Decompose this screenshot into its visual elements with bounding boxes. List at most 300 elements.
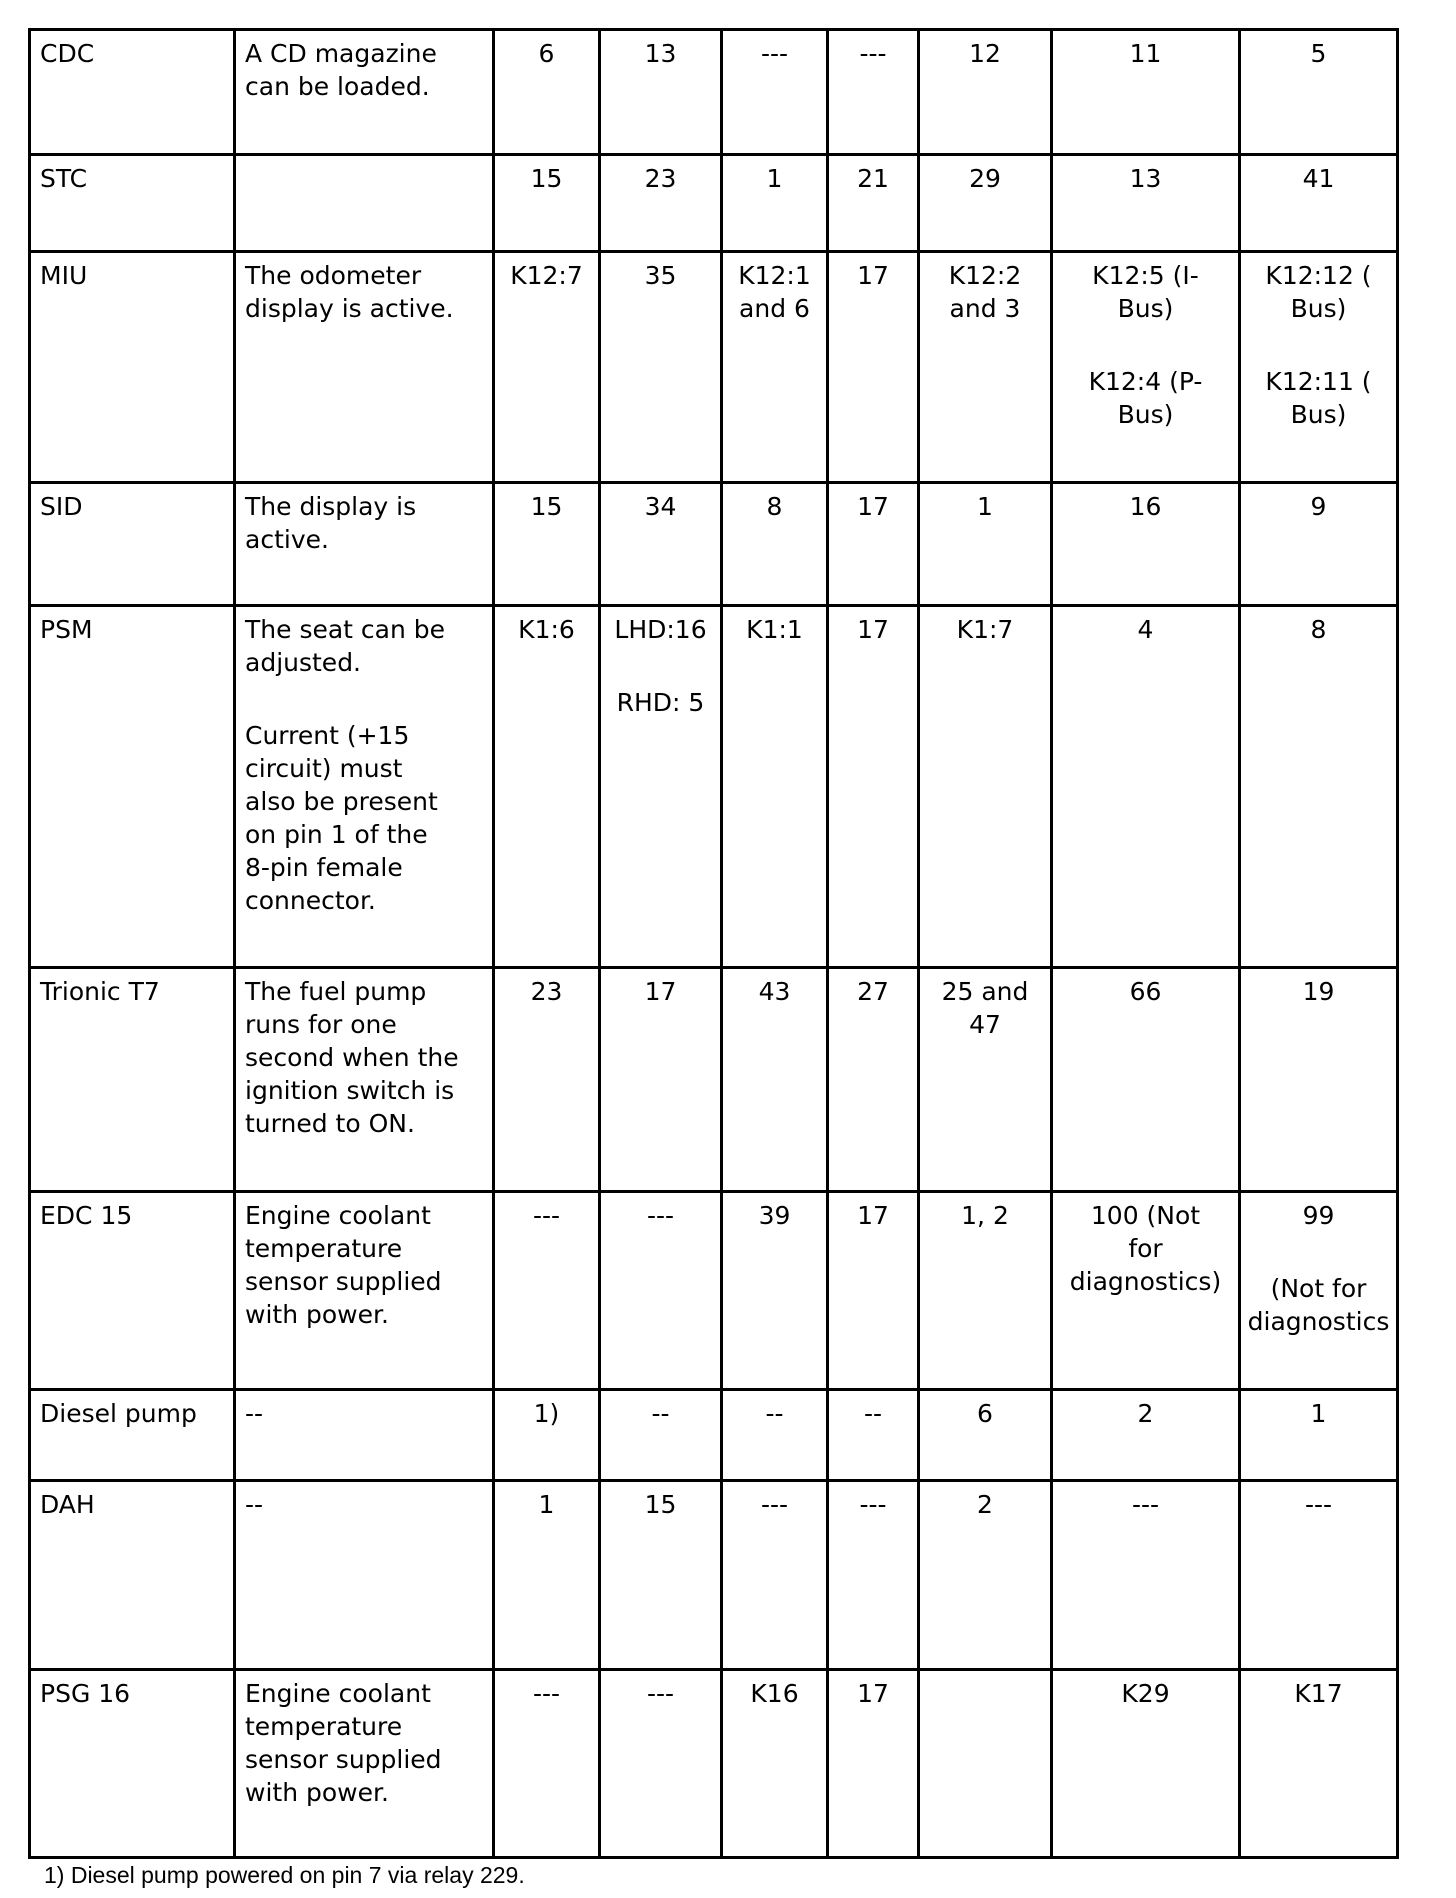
cell-paragraph [245, 259, 484, 325]
cell-text: 5 [1310, 39, 1327, 68]
cell-paragraph [924, 259, 1046, 325]
cell-paragraph [1245, 1677, 1392, 1710]
cell-paragraph [605, 1677, 716, 1710]
cell-paragraph [833, 259, 913, 292]
cell-col-7 [919, 1192, 1052, 1390]
cell-module [30, 155, 235, 252]
cell-text: 12 [969, 39, 1001, 68]
cell-paragraph [499, 162, 594, 195]
cell-col-8 [1052, 155, 1240, 252]
cell-col-6 [828, 252, 919, 483]
cell-col-4 [600, 1481, 722, 1670]
cell-text: 23 [530, 977, 563, 1006]
cell-col-7 [919, 155, 1052, 252]
cell-paragraph [924, 1488, 1046, 1521]
cell-text: 1 [538, 1490, 555, 1519]
cell-text: --- [859, 1490, 887, 1519]
cell-col-6 [828, 155, 919, 252]
cell-paragraph [727, 1199, 822, 1232]
cell-text: -- [245, 1399, 264, 1428]
cell-module [30, 606, 235, 968]
table-row [30, 1192, 1398, 1390]
cell-text: 39 [758, 1201, 791, 1230]
cell-text: 8 [1310, 615, 1327, 644]
cell-condition [235, 606, 494, 968]
cell-paragraph [499, 1488, 594, 1521]
cell-col-7 [919, 968, 1052, 1192]
cell-paragraph [40, 490, 225, 523]
cell-text: 1) [533, 1399, 560, 1428]
cell-condition [235, 1670, 494, 1858]
cell-paragraph [499, 259, 594, 292]
cell-text: A CD magazine [245, 39, 437, 68]
cell-text: 2 [977, 1490, 993, 1519]
cell-text: K12:1 [738, 261, 811, 290]
cell-text: K17 [1294, 1679, 1343, 1708]
cell-text: LHD:16 [614, 615, 707, 644]
cell-paragraph [1057, 1397, 1234, 1430]
cell-text: 15 [530, 492, 563, 521]
cell-col-9 [1240, 1670, 1398, 1858]
cell-module [30, 1192, 235, 1390]
cell-text: second when the [245, 1043, 459, 1072]
cell-paragraph [499, 1677, 594, 1710]
cell-paragraph [245, 490, 484, 556]
cell-col-5 [722, 606, 828, 968]
cell-col-5 [722, 968, 828, 1192]
cell-paragraph [1057, 259, 1234, 325]
cell-text: --- [532, 1201, 561, 1230]
cell-text: -- [863, 1399, 883, 1428]
cell-paragraph [727, 1397, 822, 1430]
cell-paragraph [40, 37, 225, 70]
cell-col-7 [919, 30, 1052, 155]
cell-text: K1:7 [956, 615, 1014, 644]
table-row [30, 1670, 1398, 1858]
cell-text: SID [40, 492, 83, 521]
cell-paragraph [727, 162, 822, 195]
cell-text: temperature [245, 1234, 403, 1263]
cell-paragraph [1057, 1199, 1234, 1298]
control-module-pin-table [28, 28, 1399, 1859]
cell-text: 34 [644, 492, 677, 521]
cell-text: -- [651, 1399, 670, 1428]
cell-text: The fuel pump [245, 977, 427, 1006]
cell-paragraph [833, 975, 913, 1008]
cell-text: CDC [40, 39, 95, 68]
cell-paragraph [833, 1397, 913, 1430]
cell-text: -- [245, 1490, 264, 1519]
cell-col-8 [1052, 968, 1240, 1192]
cell-col-8 [1052, 30, 1240, 155]
cell-text: and 6 [739, 294, 810, 323]
cell-text: K12:5 (I- [1092, 261, 1199, 290]
cell-paragraph [245, 1397, 484, 1430]
cell-paragraph [40, 162, 225, 195]
cell-col-6 [828, 1390, 919, 1481]
cell-col-9 [1240, 606, 1398, 968]
cell-paragraph [40, 1199, 225, 1232]
cell-text: --- [532, 1679, 561, 1708]
cell-paragraph [1057, 1488, 1234, 1521]
cell-col-5 [722, 1481, 828, 1670]
cell-text: --- [646, 1679, 675, 1708]
cell-text: 15 [644, 1490, 677, 1519]
cell-text: The display is [245, 492, 417, 521]
cell-col-9 [1240, 252, 1398, 483]
cell-col-8 [1052, 606, 1240, 968]
cell-col-4 [600, 968, 722, 1192]
cell-paragraph [605, 1397, 716, 1430]
cell-text: also be present [245, 787, 438, 816]
cell-col-9 [1240, 30, 1398, 155]
cell-col-6 [828, 30, 919, 155]
cell-col-5 [722, 483, 828, 606]
cell-text: 1 [977, 492, 993, 521]
cell-text: with power. [245, 1778, 389, 1807]
cell-paragraph [40, 259, 225, 292]
cell-col-3 [494, 1481, 600, 1670]
cell-text: K29 [1121, 1679, 1170, 1708]
cell-paragraph [1245, 1397, 1392, 1430]
cell-col-5 [722, 1192, 828, 1390]
cell-col-9 [1240, 155, 1398, 252]
cell-paragraph [40, 1397, 225, 1430]
cell-col-4 [600, 483, 722, 606]
cell-text: turned to ON. [245, 1109, 415, 1138]
cell-col-7 [919, 606, 1052, 968]
cell-text: K12:4 (P- [1088, 367, 1203, 396]
cell-text: 99 [1302, 1201, 1335, 1230]
cell-paragraph [605, 613, 716, 646]
cell-text: K16 [750, 1679, 799, 1708]
cell-text: 17 [857, 615, 889, 644]
cell-text: active. [245, 525, 329, 554]
cell-text: (Not for [1270, 1274, 1367, 1303]
cell-col-4 [600, 252, 722, 483]
cell-col-8 [1052, 252, 1240, 483]
cell-col-5 [722, 252, 828, 483]
cell-col-3 [494, 30, 600, 155]
cell-text: --- [859, 39, 887, 68]
cell-col-9 [1240, 968, 1398, 1192]
cell-paragraph [1245, 613, 1392, 646]
cell-paragraph [499, 490, 594, 523]
cell-text: 9 [1310, 492, 1327, 521]
cell-paragraph [1245, 1272, 1392, 1338]
cell-text: 23 [644, 164, 677, 193]
cell-col-7 [919, 1670, 1052, 1858]
cell-paragraph [245, 1199, 484, 1331]
cell-col-6 [828, 1670, 919, 1858]
cell-col-9 [1240, 1192, 1398, 1390]
cell-text: 13 [644, 39, 677, 68]
cell-text: and 3 [949, 294, 1021, 323]
cell-text: 11 [1129, 39, 1162, 68]
cell-paragraph [499, 975, 594, 1008]
cell-module [30, 1670, 235, 1858]
cell-text: 35 [644, 261, 677, 290]
cell-col-4 [600, 1390, 722, 1481]
cell-text: 1 [766, 164, 783, 193]
cell-text: 13 [1129, 164, 1162, 193]
cell-text: 17 [857, 1201, 889, 1230]
cell-condition [235, 252, 494, 483]
cell-text: --- [1304, 1490, 1333, 1519]
cell-text: Current (+15 [245, 721, 410, 750]
cell-paragraph [605, 1199, 716, 1232]
cell-text: 100 (Not [1090, 1201, 1201, 1230]
cell-paragraph [245, 719, 484, 917]
cell-paragraph [1245, 1488, 1392, 1521]
cell-paragraph [499, 1199, 594, 1232]
cell-text: -- [765, 1399, 784, 1428]
cell-paragraph [727, 259, 822, 325]
cell-paragraph [833, 162, 913, 195]
cell-paragraph [727, 613, 822, 646]
table-row [30, 968, 1398, 1192]
cell-text: --- [760, 1490, 789, 1519]
table-row [30, 1390, 1398, 1481]
cell-paragraph [924, 162, 1046, 195]
cell-text: sensor supplied [245, 1745, 442, 1774]
cell-col-8 [1052, 1481, 1240, 1670]
cell-text: diagnostics [1247, 1307, 1390, 1336]
cell-text: --- [760, 39, 789, 68]
cell-text: on pin 1 of the [245, 820, 428, 849]
cell-col-3 [494, 1390, 600, 1481]
cell-text: 16 [1129, 492, 1162, 521]
cell-text: 8 [766, 492, 783, 521]
cell-text: Bus) [1290, 294, 1347, 323]
cell-col-8 [1052, 1390, 1240, 1481]
cell-paragraph [245, 613, 484, 679]
cell-paragraph [40, 1677, 225, 1710]
cell-paragraph [1245, 162, 1392, 195]
cell-text: 6 [977, 1399, 993, 1428]
cell-paragraph [40, 1488, 225, 1521]
cell-paragraph [924, 613, 1046, 646]
cell-text: 1, 2 [961, 1201, 1009, 1230]
cell-text: with power. [245, 1300, 389, 1329]
cell-text: STC [40, 164, 88, 193]
cell-paragraph [727, 1488, 822, 1521]
cell-module [30, 1481, 235, 1670]
cell-module [30, 252, 235, 483]
cell-text: 4 [1137, 615, 1154, 644]
cell-paragraph [499, 613, 594, 646]
cell-paragraph [1057, 490, 1234, 523]
cell-col-8 [1052, 1670, 1240, 1858]
cell-paragraph [40, 613, 225, 646]
cell-paragraph [1057, 365, 1234, 431]
cell-paragraph [833, 490, 913, 523]
cell-text: 27 [857, 977, 889, 1006]
cell-text: EDC 15 [40, 1201, 133, 1230]
cell-text: 21 [857, 164, 889, 193]
cell-col-5 [722, 1390, 828, 1481]
cell-text: The odometer [245, 261, 422, 290]
cell-col-9 [1240, 1390, 1398, 1481]
cell-text: connector. [245, 886, 376, 915]
cell-col-4 [600, 30, 722, 155]
cell-paragraph [40, 975, 225, 1008]
cell-col-3 [494, 606, 600, 968]
cell-text: 19 [1302, 977, 1335, 1006]
cell-paragraph [1245, 1199, 1392, 1232]
cell-paragraph [245, 1677, 484, 1809]
cell-paragraph [924, 1199, 1046, 1232]
cell-text: K12:7 [510, 261, 583, 290]
cell-col-4 [600, 155, 722, 252]
cell-condition [235, 1192, 494, 1390]
cell-paragraph [1245, 259, 1392, 325]
cell-text: RHD: 5 [616, 688, 705, 717]
cell-paragraph [1245, 37, 1392, 70]
cell-module [30, 483, 235, 606]
cell-paragraph [245, 1488, 484, 1521]
cell-text: 29 [969, 164, 1001, 193]
cell-paragraph [245, 975, 484, 1140]
cell-condition [235, 155, 494, 252]
cell-paragraph [1057, 37, 1234, 70]
cell-col-4 [600, 1192, 722, 1390]
cell-text: Bus) [1117, 400, 1174, 429]
cell-text: DAH [40, 1490, 95, 1519]
cell-paragraph [605, 259, 716, 292]
cell-module [30, 1390, 235, 1481]
cell-text: circuit) must [245, 754, 403, 783]
cell-text: 17 [857, 492, 889, 521]
table-row [30, 30, 1398, 155]
cell-paragraph [833, 613, 913, 646]
cell-paragraph [605, 1488, 716, 1521]
cell-text: PSG 16 [40, 1679, 131, 1708]
cell-paragraph [727, 490, 822, 523]
cell-paragraph [1245, 490, 1392, 523]
cell-text: 17 [644, 977, 677, 1006]
cell-col-9 [1240, 1481, 1398, 1670]
footnote: 1) Diesel pump powered on pin 7 via relay 229. [44, 1862, 525, 1888]
cell-text: K1:1 [746, 615, 803, 644]
cell-col-3 [494, 252, 600, 483]
table-row [30, 155, 1398, 252]
cell-paragraph [924, 1397, 1046, 1430]
cell-text: Bus) [1117, 294, 1174, 323]
cell-paragraph [924, 490, 1046, 523]
cell-text: 41 [1302, 164, 1335, 193]
cell-text: 43 [758, 977, 791, 1006]
cell-col-7 [919, 1390, 1052, 1481]
cell-text: K1:6 [518, 615, 575, 644]
cell-text: PSM [40, 615, 93, 644]
cell-text: for [1128, 1234, 1163, 1263]
cell-condition [235, 1390, 494, 1481]
cell-text: ignition switch is [245, 1076, 455, 1105]
cell-paragraph [605, 37, 716, 70]
cell-text: K12:2 [948, 261, 1022, 290]
cell-text: Engine coolant [245, 1679, 431, 1708]
cell-paragraph [605, 490, 716, 523]
cell-paragraph [605, 162, 716, 195]
cell-text: adjusted. [245, 648, 362, 677]
cell-text: K12:11 ( [1265, 367, 1372, 396]
cell-module [30, 968, 235, 1192]
cell-text: 6 [538, 39, 555, 68]
cell-paragraph [499, 37, 594, 70]
cell-col-3 [494, 968, 600, 1192]
table-row [30, 483, 1398, 606]
cell-text: Diesel pump [40, 1399, 197, 1428]
table-row [30, 1481, 1398, 1670]
cell-condition [235, 483, 494, 606]
cell-text: diagnostics) [1069, 1267, 1222, 1296]
cell-text: 2 [1137, 1399, 1154, 1428]
cell-condition [235, 1481, 494, 1670]
cell-text: 15 [530, 164, 563, 193]
cell-text: 17 [857, 261, 889, 290]
cell-condition [235, 30, 494, 155]
cell-text: 66 [1129, 977, 1162, 1006]
cell-col-8 [1052, 1192, 1240, 1390]
cell-text: Bus) [1290, 400, 1347, 429]
cell-col-7 [919, 252, 1052, 483]
cell-col-3 [494, 155, 600, 252]
cell-text: The seat can be [245, 615, 446, 644]
cell-module [30, 30, 235, 155]
cell-paragraph [1057, 975, 1234, 1008]
cell-text: 25 and [941, 977, 1029, 1006]
cell-paragraph [727, 975, 822, 1008]
cell-col-6 [828, 1481, 919, 1670]
cell-paragraph [924, 37, 1046, 70]
cell-text: Trionic T7 [40, 977, 160, 1006]
cell-text: sensor supplied [245, 1267, 442, 1296]
cell-col-7 [919, 1481, 1052, 1670]
cell-col-4 [600, 1670, 722, 1858]
cell-paragraph [833, 37, 913, 70]
table-row [30, 252, 1398, 483]
cell-col-6 [828, 606, 919, 968]
cell-col-5 [722, 1670, 828, 1858]
cell-text: K12:12 ( [1265, 261, 1372, 290]
cell-paragraph [1057, 162, 1234, 195]
cell-paragraph [924, 975, 1046, 1041]
cell-text: temperature [245, 1712, 403, 1741]
cell-paragraph [245, 37, 484, 103]
cell-text: runs for one [245, 1010, 397, 1039]
cell-paragraph [1245, 365, 1392, 431]
cell-paragraph [833, 1677, 913, 1710]
cell-col-5 [722, 155, 828, 252]
cell-text: MIU [40, 261, 88, 290]
cell-paragraph [499, 1397, 594, 1430]
cell-text: --- [1131, 1490, 1160, 1519]
cell-text: 17 [857, 1679, 889, 1708]
cell-paragraph [833, 1199, 913, 1232]
cell-col-6 [828, 1192, 919, 1390]
cell-text: 47 [969, 1010, 1001, 1039]
cell-paragraph [727, 1677, 822, 1710]
cell-condition [235, 968, 494, 1192]
cell-col-6 [828, 968, 919, 1192]
cell-col-5 [722, 30, 828, 155]
cell-col-4 [600, 606, 722, 968]
cell-text: 1 [1310, 1399, 1327, 1428]
cell-text: can be loaded. [245, 72, 430, 101]
cell-paragraph [1057, 613, 1234, 646]
cell-text: --- [646, 1201, 675, 1230]
